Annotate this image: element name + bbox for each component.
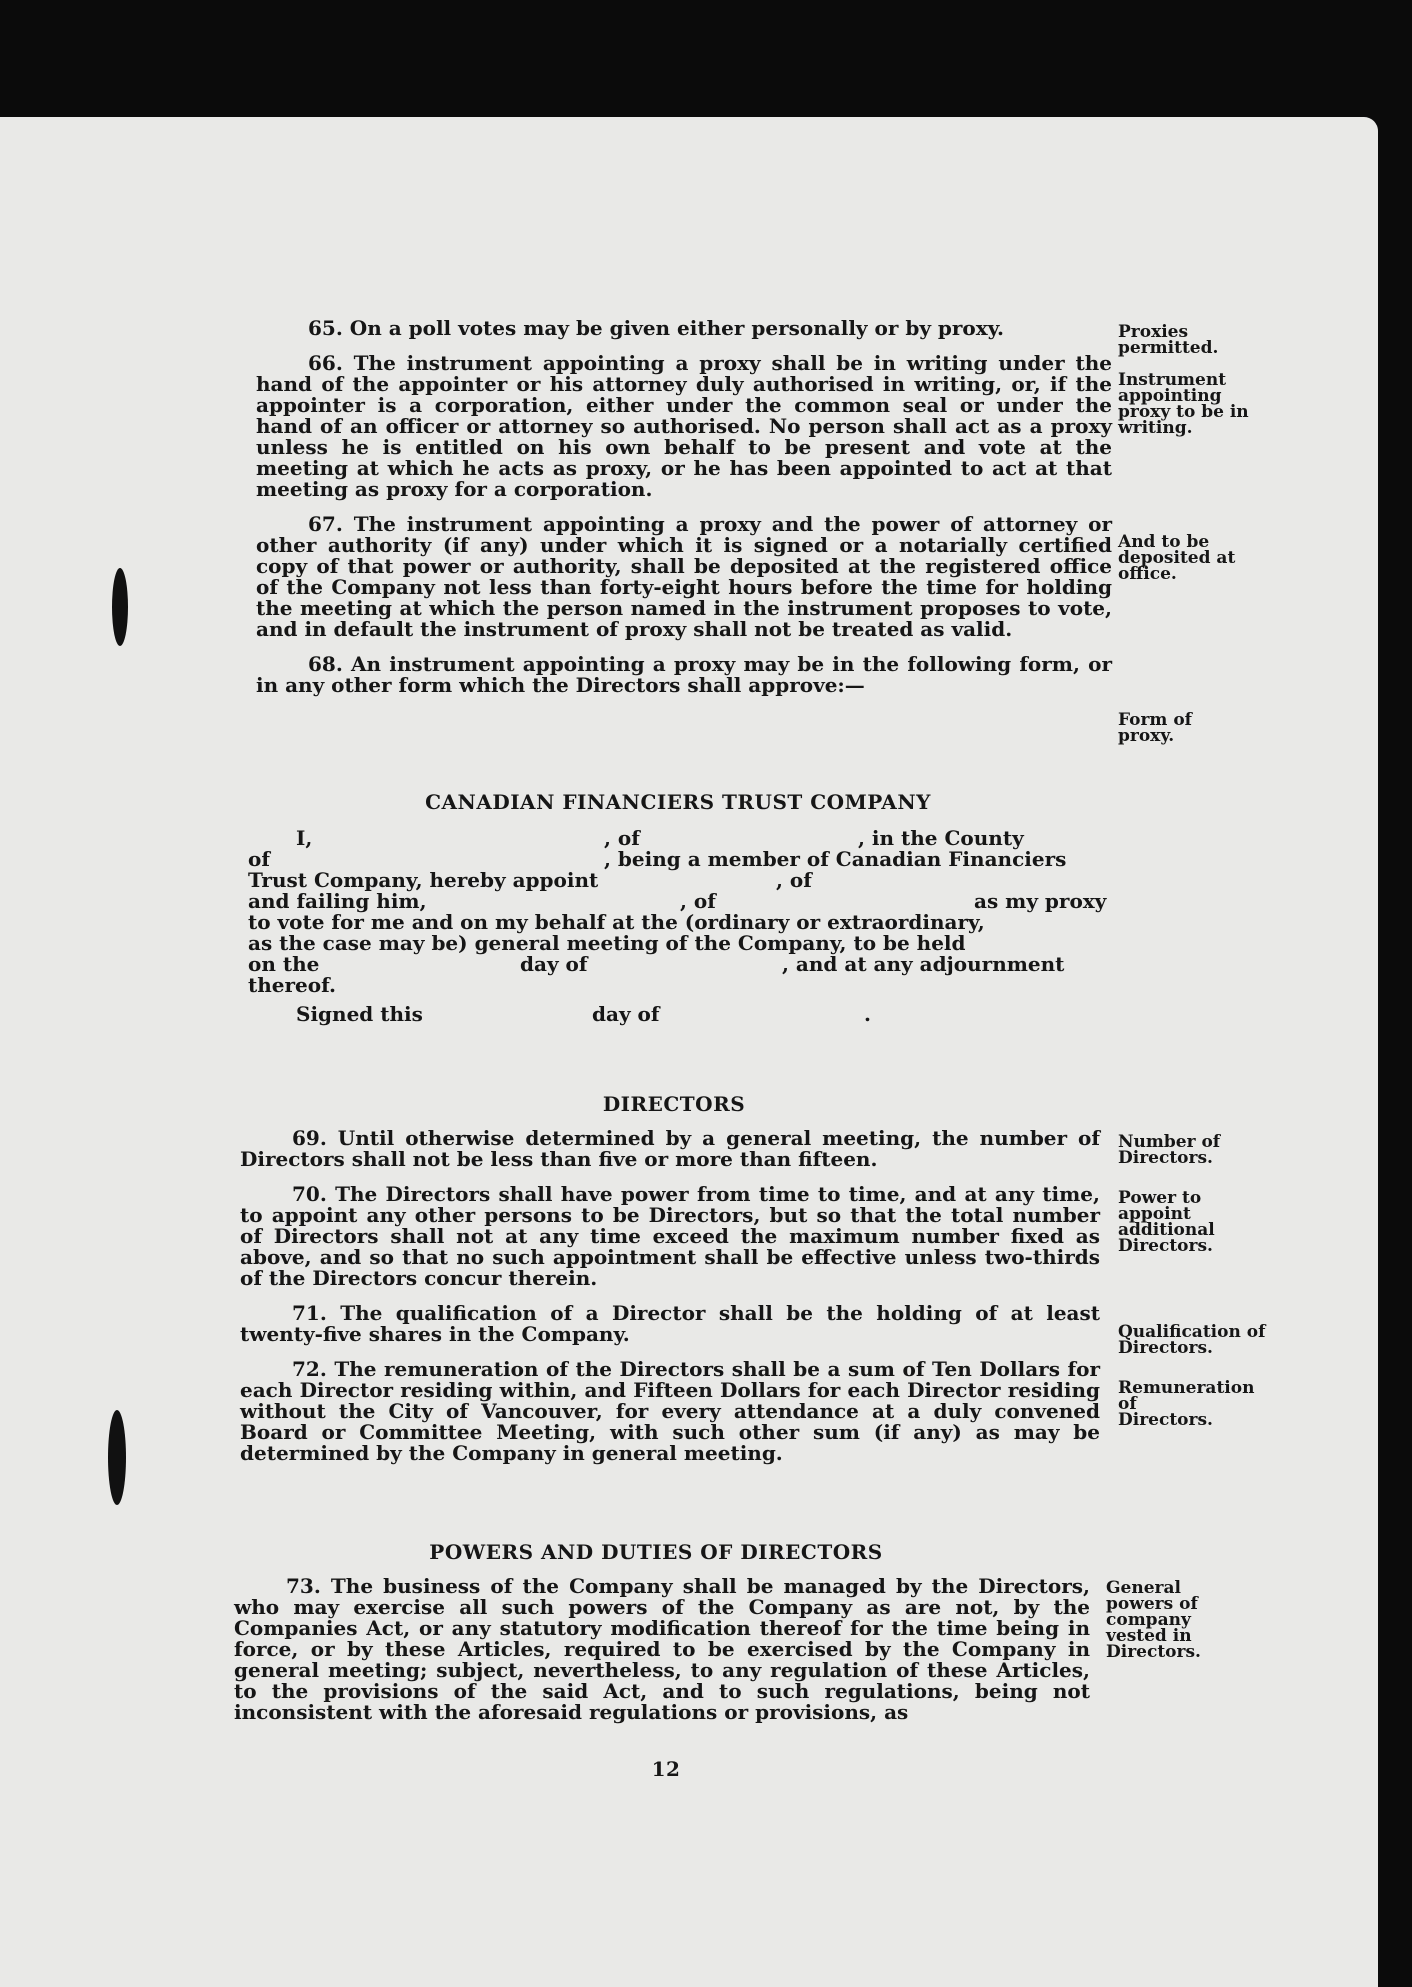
paragraphs-top (256, 318, 1112, 710)
article-69: 69. Until otherwise determined by a general meeting, the number of Directors shall not be less than five or more than fifteen. (240, 1126, 1100, 1171)
article-70: 70. The Directors shall have power from time to time, and at any time, to appoint any other persons to be Directors, but so that the total number of Directors shall not at any time exceed the maximum number fixed as above, and so that no such appointment shall be effective unless two-thirds of the Directors concur therein. (240, 1182, 1100, 1290)
margin-note-form: Form of proxy. (1118, 710, 1192, 746)
paragraph-powers (234, 1576, 1090, 1737)
form-heading: CANADIAN FINANCIERS TRUST COMPANY (425, 790, 931, 814)
article-67: 67. The instrument appointing a proxy and the power of attorney or other authority (if any) under which it is signed or a notarially certified copy of that power or authority, shall be deposited at the registered office of the Company not less than forty-eight hours before the time for holding the meeting at which the person named in the instrument proposes to vote, and in default the instrument of proxy shall not be treated as valid. (256, 512, 1112, 641)
margin-note-number: Number of Directors. (1118, 1132, 1221, 1168)
form-line: Trust Company, hereby appoint , of (248, 868, 812, 892)
form-line: thereof. (248, 973, 336, 997)
form-line: I, , of , in the County (296, 826, 1024, 850)
article-72: 72. The remuneration of the Directors shall be a sum of Ten Dollars for each Director residing within, and Fifteen Dollars for each Director residing without the City of Vancouver, for every attendance at a duly convened Board or Committee Meeting, with such other sum (if any) as may be determined by the Company in general meeting. (240, 1357, 1100, 1465)
powers-heading: POWERS AND DUTIES OF DIRECTORS (429, 1540, 883, 1564)
margin-note-deposited: And to be deposited at office. (1118, 532, 1236, 584)
binding-hole-top (112, 568, 128, 646)
form-line: and failing him, , of as my proxy (248, 889, 1107, 913)
article-66: 66. The instrument appointing a proxy shall be in writing under the hand of the appointer or his attorney duly authorised in writing, or, if the appointer is a corporation, either under the common seal or under the hand of an officer or attorney so authorised. No person shall act as a proxy unless he is entitled on his own behalf to be present and vote at the meeting at which he acts as proxy, or he has been appointed to act at that meeting as proxy for a corporation. (256, 351, 1113, 501)
form-line: as the case may be) general meeting of the Company, to be held (248, 931, 966, 955)
form-line: Signed this day of . (296, 1002, 871, 1026)
proxy-form (248, 828, 1108, 1025)
margin-note-general-powers: General powers of company vested in Directors. (1106, 1578, 1201, 1662)
article-73: 73. The business of the Company shall be managed by the Directors, who may exercise all such powers of the Company as are not, by the Companies Act, or any statutory modification thereof for the time being in force, or by these Articles, required to be exercised by the Company in general meeting; subject, nevertheless, to any regulation of these Articles, to the provisions of the said Act, and to such regulations, being not inconsistent with the aforesaid regulations or provisions, as (234, 1574, 1090, 1724)
margin-note-proxies: Proxies permitted. (1118, 322, 1219, 358)
form-line: to vote for me and on my behalf at the (ordinary or extraordinary, (248, 910, 985, 934)
directors-heading: DIRECTORS (602, 1092, 746, 1116)
page-number: 12 (651, 1757, 681, 1781)
article-68: 68. An instrument appointing a proxy may be in the following form, or in any other form which the Directors shall approve:— (256, 652, 1112, 697)
form-line: on the day of , and at any adjournment (248, 952, 1065, 976)
binding-hole-bottom (108, 1410, 126, 1505)
paragraphs-directors (240, 1128, 1100, 1478)
margin-note-power: Power to appoint additional Directors. (1118, 1188, 1215, 1256)
margin-note-remuneration: Remuneration of Directors. (1118, 1378, 1255, 1430)
article-71: 71. The qualification of a Director shall be the holding of at least twenty-five shares in the Company. (240, 1301, 1101, 1346)
article-65: 65. On a poll votes may be given either personally or by proxy. (308, 316, 1004, 340)
margin-note-instrument: Instrument appointing proxy to be in writing. (1118, 370, 1249, 438)
form-line: of , being a member of Canadian Financiers (248, 847, 1067, 871)
margin-note-qualification: Qualification of Directors. (1118, 1322, 1266, 1358)
